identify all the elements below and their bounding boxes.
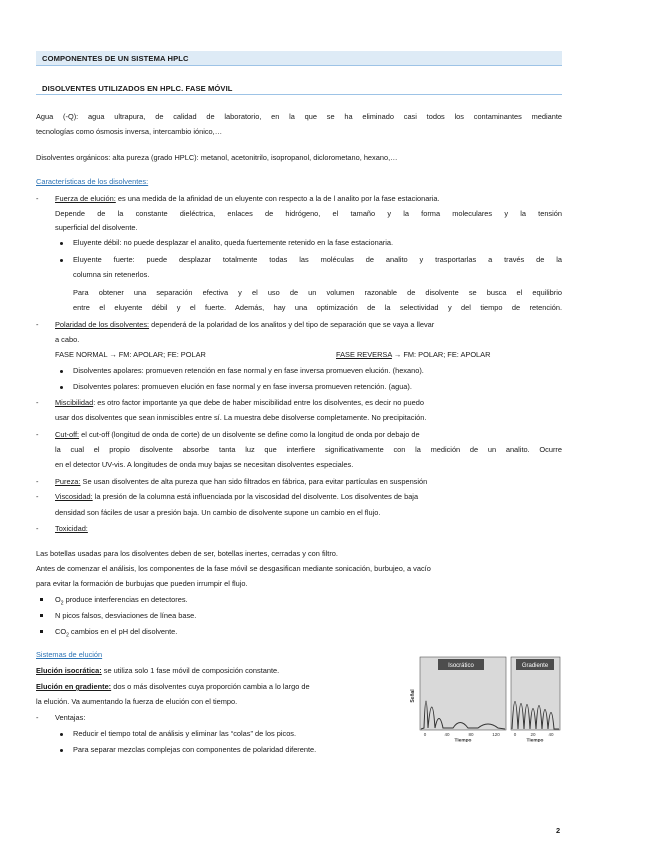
polaridad-text: dependerá de la polaridad de los analitos y del tipo de separación que se vaya a llevar bbox=[149, 320, 435, 329]
o2-subscript: 2 bbox=[60, 600, 64, 607]
x-axis-label-right: Tiempo bbox=[526, 738, 544, 742]
pureza-label: Pureza: bbox=[55, 477, 81, 486]
viscosidad-line-1 bbox=[55, 492, 562, 502]
bullet-dash: - bbox=[36, 320, 39, 329]
gradiente-line-1 bbox=[36, 682, 310, 692]
polaridad-label: Polaridad de los disolventes: bbox=[55, 320, 150, 329]
co2-text: cambios en el pH del disolvente. bbox=[68, 627, 178, 636]
miscibilidad-text: : es otro factor importante ya que debe de haber miscibilidad entre los disolventes, es decir no puedo bbox=[93, 398, 424, 407]
bullet-dot bbox=[60, 242, 63, 245]
gradiente-text: dos o más disolventes cuya proporción cambia a lo largo de bbox=[111, 682, 310, 691]
sistemas-heading: Sistemas de elución bbox=[36, 650, 103, 659]
polaridad-line-2: a cabo. bbox=[55, 335, 80, 344]
fase-reversa-text: → FM: POLAR; FE: APOLAR bbox=[391, 350, 491, 359]
cutoff-text: el cut-off (longitud de onda de corte) de un disolvente se define como la longitud de onda por debajo de bbox=[79, 430, 420, 439]
o2-text: produce interferencias en detectores. bbox=[63, 595, 188, 604]
bullet-square bbox=[40, 614, 43, 617]
subsection-title: DISOLVENTES UTILIZADOS EN HPLC. FASE MÓVIL bbox=[42, 84, 233, 93]
pureza-text: Se usan disolventes de alta pureza que han sido filtrados en fábrica, para evitar partículas en suspensión bbox=[80, 477, 428, 486]
miscibilidad-line-2: usar dos disolventes que sean inmiscibles entre sí. La muestra debe disolverse completamente. No precipitación. bbox=[55, 413, 427, 422]
organicos-line: Disolventes orgánicos: alta pureza (grado HPLC): metanol, acetonitrilo, isopropanol, diclorometano, hexano,… bbox=[36, 153, 398, 162]
page-number: 2 bbox=[556, 826, 561, 835]
eluyente-fuerte-4: entre el eluyente débil y el fuerte. Además, hay una optimización de la selectividad y del tiempo de retención. bbox=[73, 303, 562, 312]
tick-label: 0 bbox=[423, 732, 427, 737]
gradiente-label: Elución en gradiente: bbox=[36, 682, 112, 691]
fuerza-line-3: superficial del disolvente. bbox=[55, 223, 138, 232]
viscosidad-label: Viscosidad: bbox=[55, 492, 93, 501]
disolventes-polares: Disolventes polares: promueven elución en fase normal y en fase inversa promueven retención. (agua). bbox=[73, 382, 412, 391]
isocratica-line bbox=[36, 666, 279, 676]
gradient-label: Gradiente bbox=[521, 663, 549, 669]
toxicidad-label: Toxicidad: bbox=[55, 524, 88, 533]
bullet-dot bbox=[60, 749, 63, 752]
miscibilidad-line-1 bbox=[55, 398, 562, 408]
tick-label: 80 bbox=[468, 732, 474, 737]
tick-label: 0 bbox=[513, 732, 517, 737]
n-line: N picos falsos, desviaciones de línea base. bbox=[55, 611, 197, 620]
ventajas-label: Ventajas: bbox=[55, 713, 86, 722]
fuerza-text: es una medida de la afinidad de un eluyente con respecto a la de l analito por la fase estacionaria. bbox=[115, 194, 440, 203]
disolventes-apolares: Disolventes apolares: promueven retención en fase normal y en fase inversa promueven elución. (hexano). bbox=[73, 366, 424, 375]
caracteristicas-heading: Características de los disolventes: bbox=[36, 177, 149, 186]
bullet-dot bbox=[60, 733, 63, 736]
x-axis-label-left: Tiempo bbox=[454, 738, 472, 742]
polaridad-line-1 bbox=[55, 320, 434, 330]
chromatogram-figure bbox=[408, 654, 562, 742]
botellas-line-2: Antes de comenzar el análisis, los componentes de la fase móvil se desgasifican mediante sonicación, burbujeo, a vacío bbox=[36, 564, 431, 573]
bullet-dot bbox=[60, 259, 63, 262]
bullet-dash: - bbox=[36, 194, 39, 203]
ventaja-2: Para separar mezclas complejas con componentes de polaridad diferente. bbox=[73, 745, 317, 754]
fuerza-line-1 bbox=[55, 194, 562, 204]
section-title: COMPONENTES DE UN SISTEMA HPLC bbox=[42, 54, 189, 63]
tick-label: 120 bbox=[492, 732, 500, 737]
eluyente-fuerte-3: Para obtener una separación efectiva y el uso de un volumen razonable de disolvente se busca el equilibrio bbox=[73, 288, 562, 297]
cutoff-line-3: en el detector UV-vis. A longitudes de onda muy bajas se necesitan disolventes especiales. bbox=[55, 460, 354, 469]
bullet-dash: - bbox=[36, 477, 39, 486]
isocratica-text: se utiliza solo 1 fase móvil de composición constante. bbox=[101, 666, 280, 675]
bullet-dash: - bbox=[36, 398, 39, 407]
bullet-square bbox=[40, 598, 43, 601]
gradiente-line-2: la elución. Va aumentando la fuerza de elución con el tiempo. bbox=[36, 697, 238, 706]
cutoff-line-1 bbox=[55, 430, 562, 440]
o2-line bbox=[55, 595, 188, 608]
eluyente-fuerte-2: columna sin retenerlos. bbox=[73, 270, 150, 279]
bullet-dot bbox=[60, 370, 63, 373]
tick-label: 40 bbox=[444, 732, 450, 737]
bullet-dash: - bbox=[36, 492, 39, 501]
isocratica-label: Elución isocrática: bbox=[36, 666, 102, 675]
fase-reversa-label: FASE REVERSA bbox=[336, 350, 392, 359]
bullet-dot bbox=[60, 386, 63, 389]
isocratic-label: Isocrático bbox=[448, 663, 474, 669]
botellas-line-3: para evitar la formación de burbujas que pueden irrumpir el flujo. bbox=[36, 579, 248, 588]
viscosidad-text: la presión de la columna está influenciada por la viscosidad del disolvente. Los disolventes de baja bbox=[92, 492, 419, 501]
co2-subscript: 2 bbox=[66, 632, 69, 639]
bullet-dash: - bbox=[36, 524, 39, 533]
o2-formula: O bbox=[55, 595, 61, 604]
eluyente-fuerte-1: Eluyente fuerte: puede desplazar totalmente todas las moléculas de analito y trasportarlas a través de la bbox=[73, 255, 562, 264]
eluyente-debil: Eluyente débil: no puede desplazar el analito, queda fuertemente retenido en la fase estacionaria. bbox=[73, 238, 394, 247]
fuerza-label: Fuerza de elución: bbox=[55, 194, 116, 203]
co2-formula: CO bbox=[55, 627, 67, 636]
ventaja-1: Reducir el tiempo total de análisis y eliminar las “colas” de los picos. bbox=[73, 729, 297, 738]
agua-line-1: Agua (-Q): agua ultrapura, de calidad de laboratorio, en la que se ha eliminado casi todos los contaminantes mediante bbox=[36, 112, 562, 121]
viscosidad-line-2: densidad son fáciles de usar a presión baja. Un cambio de disolvente supone un cambio en el flujo. bbox=[55, 508, 381, 517]
fase-normal: FASE NORMAL → FM: APOLAR; FE: POLAR bbox=[55, 350, 206, 359]
fase-reversa bbox=[336, 350, 490, 360]
co2-line bbox=[55, 627, 177, 640]
bullet-dash: - bbox=[36, 713, 39, 722]
agua-line-2: tecnologías como ósmosis inversa, intercambio iónico,… bbox=[36, 127, 223, 136]
bullet-dash: - bbox=[36, 430, 39, 439]
fuerza-line-2: Depende de la constante dieléctrica, enlaces de hidrógeno, el tamaño y la forma moleculares y la tensión bbox=[55, 209, 562, 218]
pureza-line bbox=[55, 477, 427, 487]
y-axis-label: Señal bbox=[410, 689, 416, 703]
cutoff-label: Cut-off: bbox=[55, 430, 80, 439]
miscibilidad-label: Miscibilidad bbox=[55, 398, 94, 407]
bullet-square bbox=[40, 630, 43, 633]
cutoff-line-2: la cual el propio disolvente absorbe tanta luz que interfiere significativamente con la medición de un analito. Ocurre bbox=[55, 445, 562, 454]
botellas-line-1: Las botellas usadas para los disolventes deben de ser, botellas inertes, cerradas y con filtro. bbox=[36, 549, 338, 558]
tick-label: 20 bbox=[530, 732, 536, 737]
tick-label: 40 bbox=[548, 732, 554, 737]
